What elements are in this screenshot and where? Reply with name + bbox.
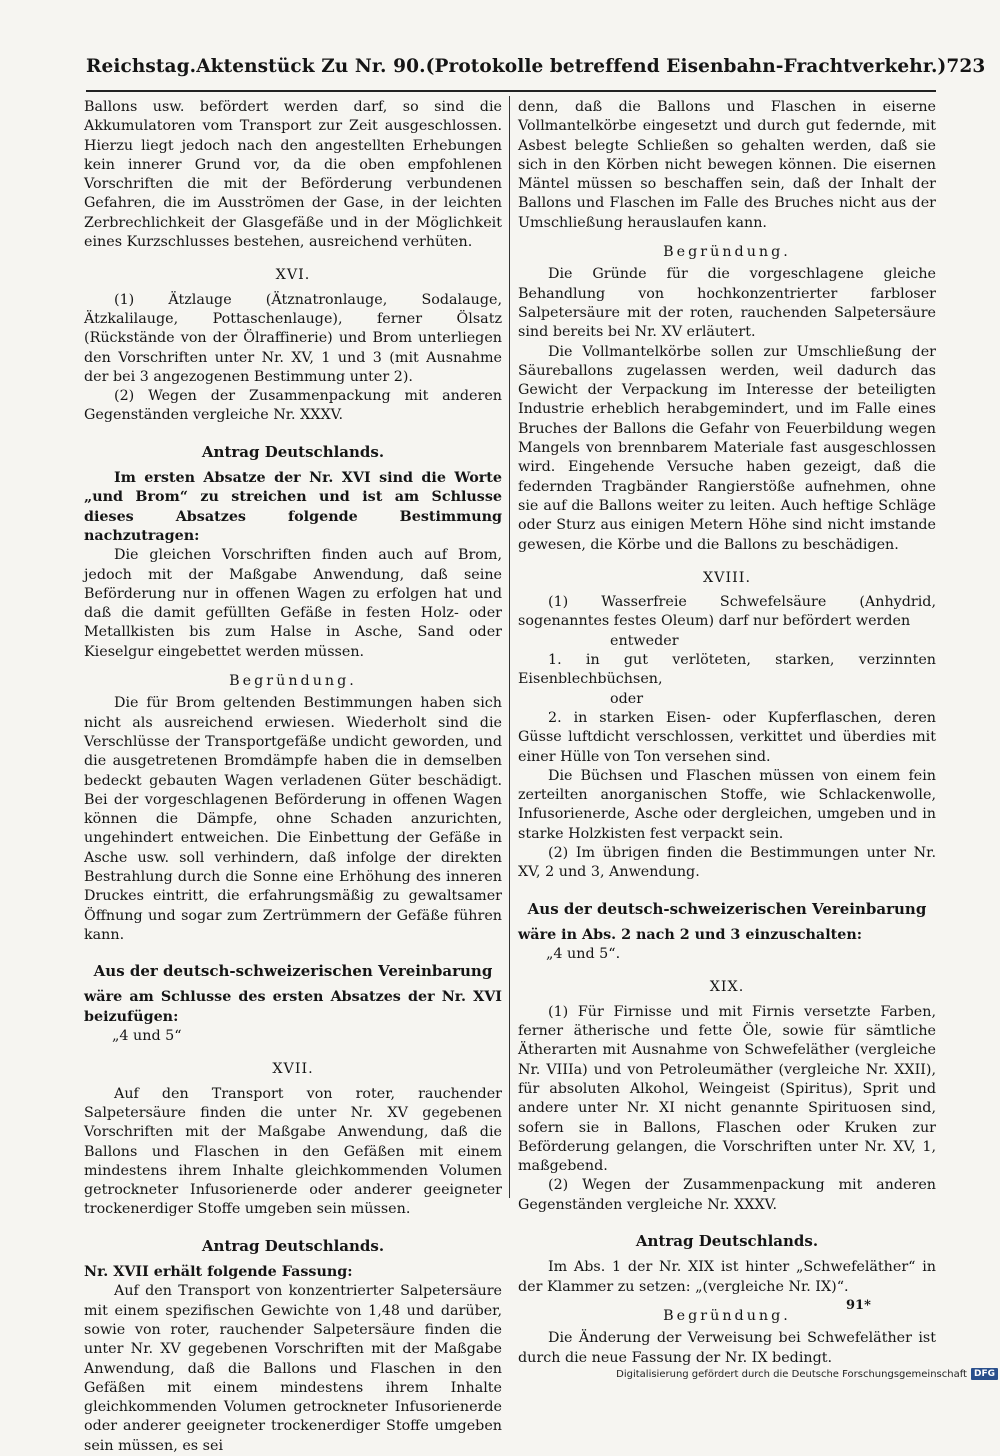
subheading-begruendung: Begründung. (663, 244, 791, 261)
digitization-footer (612, 1365, 998, 1383)
signature-mark: 91* (846, 1298, 871, 1313)
footer-text: Digitalisierung gefördert durch die Deutsche Forschungsgemeinschaft (616, 1368, 967, 1380)
section-heading-xviii: XVIII. (703, 569, 751, 586)
bold-paragraph: Im ersten Absatze der Nr. XVI sind die Worte „und Brom“ zu streichen und ist am Schlusse dieses Absatzes folgende Bestimmung nachzutragen: (84, 470, 502, 544)
paragraph: Ballons usw. befördert werden darf, so sind die Akkumulatoren vom Transport zur Zeit ausgeschlossen. Hierzu liegt jedoch nach den angestellten Erhebungen kein innerer Grund vor, da die oben empfohlenen Vorschriften die mit der Beförderung verbundenen Gefahren, die im Ausströmen der Gase, in der leichten Zerbrechlichkeit der Glasgefäße und in der Möglichkeit eines Kurzschlusses bestehen, ausreichend verhüten. (84, 99, 502, 251)
section-heading-xvi: XVI. (275, 267, 311, 284)
paragraph: (2) Wegen der Zusammenpackung mit anderen Gegenständen vergleiche Nr. XXXV. (518, 1177, 936, 1213)
paragraph: (1) Wasserfreie Schwefelsäure (Anhydrid, sogenanntes festes Oleum) darf nur befördert werden (518, 594, 936, 630)
left-column (84, 98, 502, 1456)
header-title-middle: Aktenstück Zu Nr. 90. (196, 56, 426, 77)
bold-heading: Antrag Deutschlands. (201, 442, 385, 461)
section-heading-xvii: XVII. (272, 1061, 314, 1078)
dfg-logo: DFG (971, 1368, 998, 1380)
paragraph: Auf den Transport von roter, rauchender Salpetersäure finden die unter Nr. XV gegebenen Vorschriften mit der Maßgabe Anwendung, daß die Ballons und Flaschen in den Gefäßen mit einem mindestens ihrem Inhalte gleichkommenden Volumen getrockneter Infusorienerde oder anderer geeigneter trockenerdiger Stoffe umgeben sein müssen. (84, 1085, 502, 1218)
paragraph: denn, daß die Ballons und Flaschen in eiserne Vollmantelkörbe eingesetzt und durch gut federnde, mit Asbest belegte Schließen so gehalten werden, daß sie sich in den Körben nicht bewegen können. Die eisernen Mäntel müssen so beschaffen sein, daß der Inhalt der Ballons und Flaschen im Falle des Bruches nicht aus der Umschließung herauslaufen kann. (518, 99, 936, 231)
bold-heading: Antrag Deutschlands. (635, 1232, 819, 1251)
bold-paragraph: Nr. XVII erhält folgende Fassung: (84, 1264, 353, 1281)
paragraph: Im Abs. 1 der Nr. XIX ist hinter „Schwefeläther“ in der Klammer zu setzen: „(vergleiche Nr. IX)“. (518, 1259, 936, 1295)
paragraph: „4 und 5“. (546, 946, 621, 963)
header-rule (86, 90, 936, 92)
bold-paragraph: wäre in Abs. 2 nach 2 und 3 einzuschalten: (518, 926, 862, 943)
subheading-begruendung: Begründung. (663, 1307, 791, 1324)
paragraph: (1) Für Firnisse und mit Firnis versetzte Farben, ferner ätherische und fette Öle, sowie für sämtliche Ätherarten mit Ausnahme von Schwefeläther (vergleiche Nr. VIIIa) und von Petroleumäther (vergleiche Nr. XXII), für absoluten Alkohol, Weingeist (Spiritus), Sprit und andere unter Nr. XI nicht genannte Spirituosen sind, sofern sie in Ballons, Flaschen oder Kruken zur Beförderung gelangen, die Vorschriften unter Nr. XV, 1, maßgebend. (518, 1003, 936, 1175)
paragraph: „4 und 5“ (112, 1028, 182, 1045)
bold-paragraph: wäre am Schlusse des ersten Absatzes der Nr. XVI beizufügen: (84, 989, 502, 1025)
paragraph: (1) Ätzlauge (Ätznatronlauge, Sodalauge, Ätzkalilauge, Pottaschenlauge), ferner Ölsatz (Rückstände von der Ölraffinerie) und Brom unterliegen den Vorschriften unter Nr. XV, 1 und 3 (mit Ausnahme der bei 3 angezogenen Bestimmung unter 2). (84, 291, 502, 385)
paragraph: (2) Wegen der Zusammenpackung mit anderen Gegenständen vergleiche Nr. XXXV. (84, 388, 502, 424)
column-rule (509, 96, 510, 1198)
paragraph: (2) Im übrigen finden die Bestimmungen unter Nr. XV, 2 und 3, Anwendung. (518, 844, 936, 881)
bold-heading: Aus der deutsch-schweizerischen Vereinbarung (93, 962, 493, 981)
paragraph: 2. in starken Eisen- oder Kupferflaschen, deren Güsse luftdicht verschlossen, verkittet und überdies mit einer Hülle von Ton versehen sind. (518, 709, 936, 765)
right-column (518, 98, 936, 1368)
section-heading-xix: XIX. (709, 979, 745, 996)
paragraph: Die Gründe für die vorgeschlagene gleiche Behandlung von hochkonzentrierter farbloser Salpetersäure mit der roten, rauchenden Salpetersäure sind bereits bei Nr. XV erläutert. (518, 266, 936, 341)
paragraph: 1. in gut verlöteten, starken, verzinnten Eisenblechbüchsen, (518, 652, 936, 688)
paragraph: Die gleichen Vorschriften finden auch auf Brom, jedoch mit der Maßgabe Anwendung, daß seine Beförderung nur in offenen Wagen zu erfolgen hat und daß die damit gefüllten Gefäße in festen Holz- oder Metallkisten bis zum Halse in Asche, Sand oder Kieselgur eingebettet werden müssen. (84, 547, 502, 660)
paragraph: oder (610, 690, 644, 707)
subheading-begruendung: Begründung. (229, 673, 357, 690)
header-title-right: (Protokolle betreffend Eisenbahn-Frachtverkehr.) (425, 56, 947, 77)
paragraph: entweder (610, 632, 679, 649)
running-header (86, 56, 986, 86)
paragraph: Die Vollmantelkörbe sollen zur Umschließung der Säureballons zugelassen werden, weil dadurch das Gewicht der Verpackung im Interesse der beteiligten Industrie erheblich herabgemindert, und im Falle eines Bruches der Ballons die Gefahr von Feuerbildung wegen Mangels von brennbarem Materiale fast ausgeschlossen wird. Eingehende Versuche haben gezeigt, daß die federnden Tragbänder Rangierstöße aufnehmen, ohne sie auf die Ballons weiter zu leiten. Auch heftige Schläge oder Sturz aus einigen Metern Höhe sind nicht imstande gewesen, die Körbe und die Ballons zu beschädigen. (518, 343, 936, 553)
bold-heading: Aus der deutsch-schweizerischen Vereinbarung (527, 899, 927, 918)
bold-heading: Antrag Deutschlands. (201, 1236, 385, 1255)
paragraph: Die für Brom geltenden Bestimmungen haben sich nicht als ausreichend erwiesen. Wiederholt sind die Verschlüsse der Transportgefäße undicht geworden, und die ausgetretenen Bromdämpfe haben die in demselben bedeckt gebauten Wagen verladenen Güter beschädigt. Bei der vorgeschlagenen Beförderung in offenen Wagen können die Dämpfe, ohne Schaden anzurichten, ungehindert entweichen. Die Einbettung der Gefäße in Asche usw. soll verhindern, daß infolge der direkten Bestrahlung durch die Sonne eine Erhöhung des inneren Druckes eintritt, die erfahrungsmäßig zu gewaltsamer Öffnung und sogar zum Zertrümmern der Gefäße führen kann. (84, 695, 502, 943)
header-title-left: Reichstag. (86, 56, 197, 77)
paragraph: Die Änderung der Verweisung bei Schwefeläther ist durch die neue Fassung der Nr. IX bedingt. (518, 1330, 936, 1366)
paragraph: Die Büchsen und Flaschen müssen von einem fein zerteilten anorganischen Stoffe, wie Schlackenwolle, Infusorienerde, Asche oder dergleichen, umgeben und in starke Holzkisten fest verpackt sein. (518, 767, 936, 842)
page-number: 723 (946, 56, 986, 77)
paragraph: Auf den Transport von konzentrierter Salpetersäure mit einem spezifischen Gewichte von 1,48 und darüber, sowie von roter, rauchender Salpetersäure finden die unter Nr. XV gegebenen Vorschriften mit der Maßgabe Anwendung, daß die Ballons und Flaschen in den Gefäßen mit einem mindestens ihrem Inhalte gleichkommenden Volumen getrockneter Infusorienerde oder anderer geeigneter trockenerdiger Stoffe umgeben sein müssen, es sei (84, 1283, 502, 1454)
